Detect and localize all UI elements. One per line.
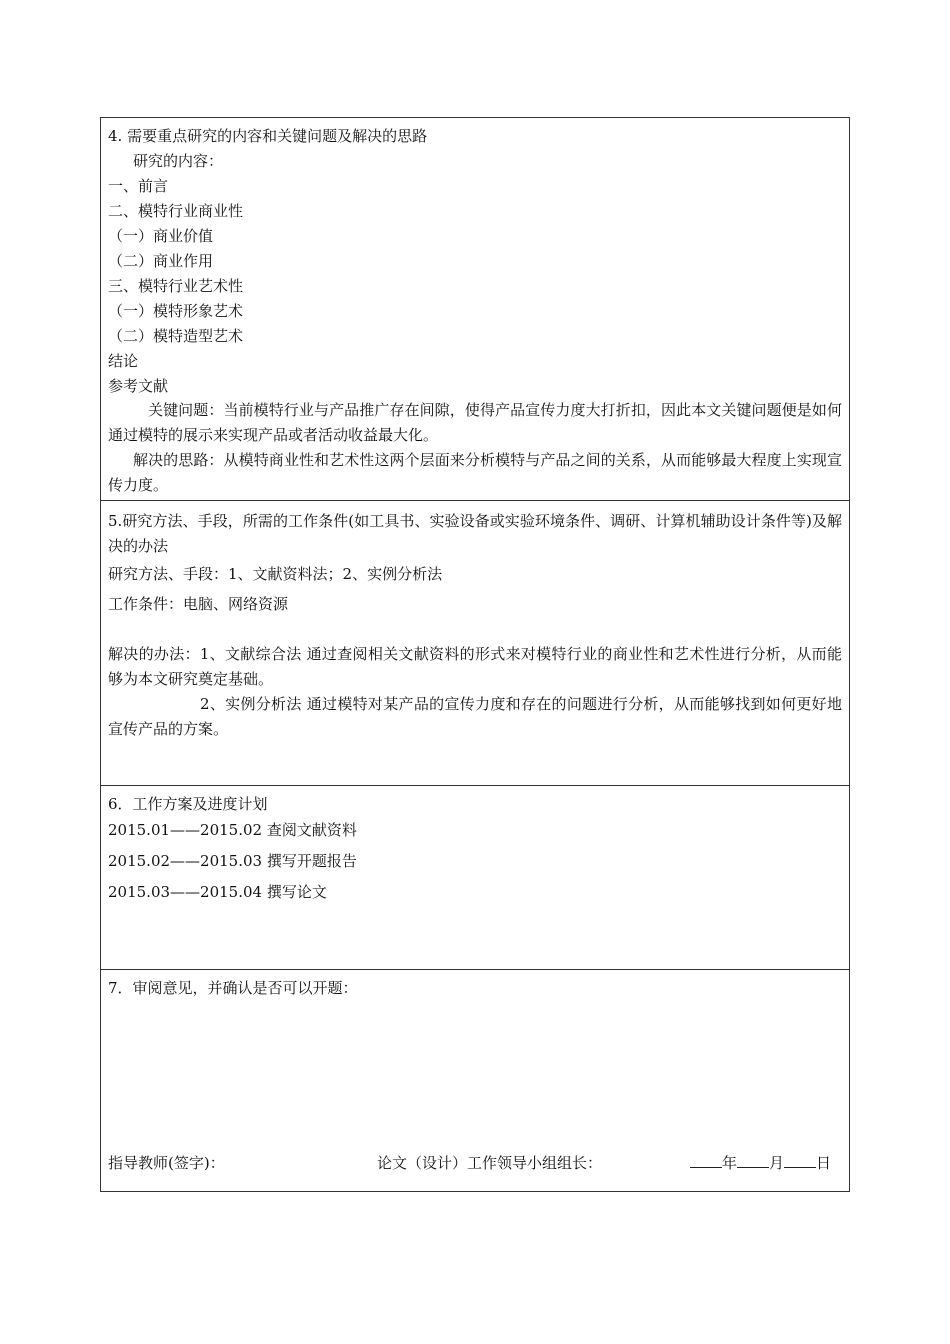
month-label: 月 — [769, 1154, 785, 1172]
outline-item: 结论 — [108, 352, 139, 370]
section-4-cell — [101, 118, 849, 501]
section-6-cell — [101, 786, 849, 970]
outline-item: 一、前言 — [108, 177, 169, 195]
section-4-heading: 4. 需要重点研究的内容和关键问题及解决的思路 — [108, 127, 428, 145]
key-issue-paragraph: 关键问题：当前模特行业与产品推广存在间隙，使得产品宣传力度大打折扣，因此本文关键问题便是如何通过模特的展示来实现产品或者活动收益最大化。 — [108, 401, 842, 444]
day-blank — [784, 1153, 816, 1168]
day-label: 日 — [816, 1154, 832, 1172]
section-6-heading: 6．工作方案及进度计划 — [108, 795, 268, 813]
plan-row: 2015.03——2015.04 撰写论文 — [108, 883, 327, 901]
plan-row: 2015.02——2015.03 撰写开题报告 — [108, 852, 357, 870]
section-7-cell — [101, 970, 849, 1191]
section-7-heading: 7．审阅意见，并确认是否可以开题： — [108, 979, 358, 997]
year-blank — [690, 1153, 722, 1168]
approach-paragraph: 解决的思路：从模特商业性和艺术性这两个层面来分析模特与产品之间的关系，从而能够最大程度上实现宣传力度。 — [108, 451, 842, 494]
leader-signature-label: 论文（设计）工作领导小组组长： — [377, 1154, 603, 1172]
solution-2-paragraph: 2、实例分析法 通过模特对某产品的宣传力度和存在的问题进行分析，从而能够找到如何更好地宣传产品的方案。 — [108, 695, 842, 738]
outline-item: （一）模特形象艺术 — [108, 302, 244, 320]
section-5-cell — [101, 501, 849, 786]
outline-item: 三、模特行业艺术性 — [108, 277, 244, 295]
outline-item: 参考文献 — [108, 377, 169, 395]
month-blank — [737, 1153, 769, 1168]
outline-item: （二）商业作用 — [108, 252, 214, 270]
date-field — [690, 1153, 831, 1173]
section-5-heading: 5.研究方法、手段，所需的工作条件(如工具书、实验设备或实验环境条件、调研、计算机辅助设计条件等)及解决的办法 — [108, 512, 842, 555]
plan-row: 2015.01——2015.02 查阅文献资料 — [108, 821, 357, 839]
advisor-signature-label: 指导教师(签字)： — [108, 1154, 225, 1172]
year-label: 年 — [722, 1154, 738, 1172]
outline-item: 二、模特行业商业性 — [108, 202, 244, 220]
proposal-form-table — [100, 117, 850, 1192]
solution-1-paragraph: 解决的办法：1、文献综合法 通过查阅相关文献资料的形式来对模特行业的商业性和艺术性进行分析，从而能够为本文研究奠定基础。 — [108, 645, 842, 688]
outline-item: （二）模特造型艺术 — [108, 327, 244, 345]
outline-item: （一）商业价值 — [108, 227, 214, 245]
conditions-text: 工作条件：电脑、网络资源 — [108, 595, 289, 613]
methods-text: 研究方法、手段：1、文献资料法；2、实例分析法 — [108, 565, 443, 583]
content-label: 研究的内容： — [133, 152, 224, 170]
